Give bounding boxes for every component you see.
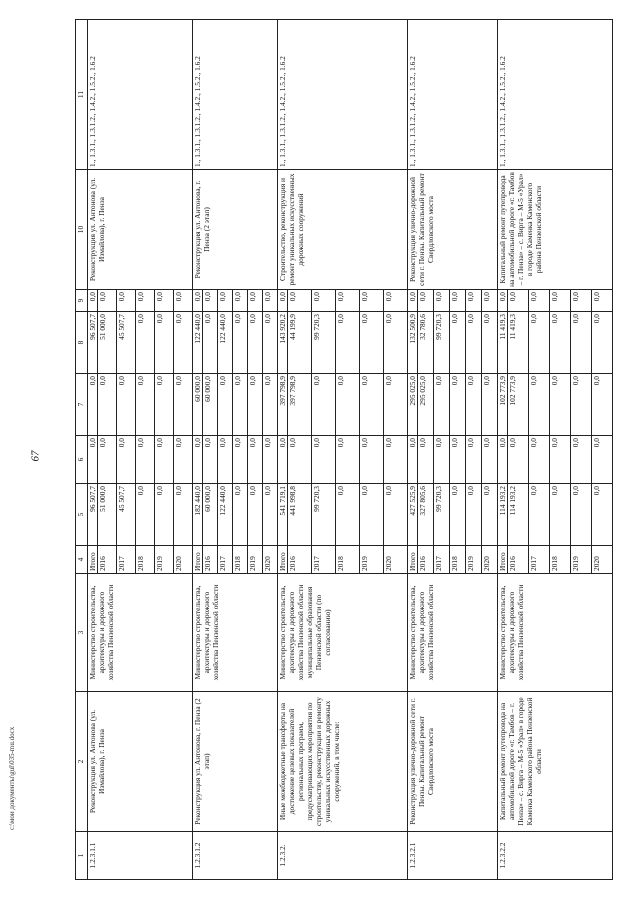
row-federal: 0,0 (571, 436, 592, 484)
row-federal: 0,0 (136, 436, 155, 484)
row-regional: 0,0 (312, 374, 336, 436)
table-row (278, 20, 288, 880)
row-other: 0,0 (193, 290, 203, 312)
table-row (88, 20, 98, 880)
row-federal: 0,0 (498, 436, 508, 484)
row-local: 99 720,3 (434, 312, 450, 374)
row-other: 0,0 (434, 290, 450, 312)
row-total: 0,0 (466, 484, 482, 546)
row-total: 0,0 (360, 484, 384, 546)
row-regional: 0,0 (550, 374, 571, 436)
row-total: 51 000,0 (98, 484, 117, 546)
row-local: 0,0 (529, 312, 550, 374)
row-regional: 102 773,9 (498, 374, 508, 436)
row-result: Строительство, реконструкция и ремонт уникальных искусственных дорожных сооружений (278, 170, 408, 290)
row-federal: 0,0 (248, 436, 263, 484)
row-federal: 0,0 (98, 436, 117, 484)
row-total: 327 805,6 (418, 484, 434, 546)
row-federal: 0,0 (288, 436, 312, 484)
row-total: 0,0 (174, 484, 193, 546)
table-row (408, 20, 418, 880)
row-other: 0,0 (233, 290, 248, 312)
row-regional: 0,0 (98, 374, 117, 436)
row-total: 0,0 (384, 484, 408, 546)
row-total: 122 440,0 (218, 484, 233, 546)
row-other: 0,0 (117, 290, 136, 312)
row-result: Реконструкция улично-дорожной сети г. Пензы. Капитальный ремонт Свердловского моста (408, 170, 498, 290)
row-local: 0,0 (466, 312, 482, 374)
row-local: 0,0 (336, 312, 360, 374)
row-total: 427 525,9 (408, 484, 418, 546)
row-federal: 0,0 (155, 436, 174, 484)
row-regional: 0,0 (384, 374, 408, 436)
row-refs: 1., 1.3.1., 1.3.1.2., 1.4.2., 1.5.2., 1.6.2 (88, 20, 193, 170)
row-federal: 0,0 (88, 436, 98, 484)
row-regional: 0,0 (360, 374, 384, 436)
row-name: Иные межбюджетные трансферты на достижение целевых показателей региональных программ, предусматривающих мероприятия по строительству, реконструкции и ремонту уникальных искусственных дорожных сооружений, в том числе: (278, 692, 408, 832)
row-other: 0,0 (498, 290, 508, 312)
row-total: 0,0 (550, 484, 571, 546)
row-total: 0,0 (592, 484, 613, 546)
row-other: 0,0 (88, 290, 98, 312)
row-local: 11 419,3 (508, 312, 529, 374)
row-year: 2019 (571, 546, 592, 574)
row-local: 122 440,0 (193, 312, 203, 374)
row-year: 2017 (218, 546, 233, 574)
row-name: Реконструкция улично-дорожной сети г. Пензы. Капитальный ремонт Свердловского моста (408, 692, 498, 832)
row-total: 0,0 (263, 484, 278, 546)
row-code: 1.2.3.1.2 (193, 832, 278, 880)
row-total: 114 193,2 (508, 484, 529, 546)
row-name: Реконструкция ул. Антонова, г. Пенза (2 этап) (193, 692, 278, 832)
row-year: 2017 (117, 546, 136, 574)
row-local: 122 440,0 (218, 312, 233, 374)
row-local: 0,0 (174, 312, 193, 374)
row-regional: 0,0 (434, 374, 450, 436)
row-year: 2020 (482, 546, 498, 574)
row-regional: 0,0 (248, 374, 263, 436)
row-federal: 0,0 (174, 436, 193, 484)
row-regional: 0,0 (263, 374, 278, 436)
row-other: 0,0 (312, 290, 336, 312)
row-total: 541 719,1 (278, 484, 288, 546)
row-year: 2018 (336, 546, 360, 574)
row-total: 114 193,2 (498, 484, 508, 546)
header-row (76, 20, 88, 880)
row-total: 0,0 (336, 484, 360, 546)
row-regional: 60 000,0 (193, 374, 203, 436)
page-number: 67 (29, 450, 42, 462)
row-regional: 0,0 (88, 374, 98, 436)
row-federal: 0,0 (233, 436, 248, 484)
row-year: 2016 (508, 546, 529, 574)
row-year: Итого (88, 546, 98, 574)
row-code: 1.2.3.2.2 (498, 832, 613, 880)
row-local: 0,0 (592, 312, 613, 374)
row-refs: 1., 1.3.1., 1.3.1.2., 1.4.2., 1.5.2., 1.6.2 (498, 20, 613, 170)
row-other: 0,0 (278, 290, 288, 312)
row-local: 51 000,0 (98, 312, 117, 374)
row-federal: 0,0 (592, 436, 613, 484)
row-other: 0,0 (155, 290, 174, 312)
row-total: 96 507,7 (88, 484, 98, 546)
row-regional: 295 025,0 (418, 374, 434, 436)
row-local: 32 780,6 (418, 312, 434, 374)
row-regional: 0,0 (155, 374, 174, 436)
row-year: 2016 (288, 546, 312, 574)
row-refs: 1., 1.3.1., 1.3.1.2., 1.4.2., 1.5.2., 1.6.2 (408, 20, 498, 170)
row-agency: Министерство строительства, архитектуры и дорожного хозяйства Пензенской области (408, 574, 498, 692)
row-total: 0,0 (136, 484, 155, 546)
rotated-table-wrapper (75, 20, 605, 880)
row-year: 2018 (136, 546, 155, 574)
row-name: Капитальный ремонт путепровода на автомобильной дороге «г. Тамбов – г. Пенза» – с. Вирга – М-5 «Урал» в городе Каменка Каменского района Пензенской области (498, 692, 613, 832)
row-code: 1.2.3.1.1 (88, 832, 193, 880)
row-year: 2017 (529, 546, 550, 574)
row-federal: 0,0 (418, 436, 434, 484)
row-regional: 102 773,9 (508, 374, 529, 436)
row-local: 0,0 (263, 312, 278, 374)
row-other: 0,0 (529, 290, 550, 312)
col-header: 10 (76, 170, 88, 290)
row-regional: 0,0 (466, 374, 482, 436)
row-federal: 0,0 (434, 436, 450, 484)
row-regional: 0,0 (571, 374, 592, 436)
row-regional: 397 798,9 (278, 374, 288, 436)
row-other: 0,0 (571, 290, 592, 312)
row-year: 2019 (466, 546, 482, 574)
col-header: 7 (76, 374, 88, 436)
row-year: Итого (278, 546, 288, 574)
row-agency: Министерство строительства, архитектуры и дорожного хозяйства Пензенской области (498, 574, 613, 692)
col-header: 8 (76, 312, 88, 374)
table-row (498, 20, 508, 880)
row-federal: 0,0 (193, 436, 203, 484)
row-other: 0,0 (248, 290, 263, 312)
row-other: 0,0 (482, 290, 498, 312)
row-agency: Министерство строительства, архитектуры и дорожного хозяйства Пензенской области (193, 574, 278, 692)
row-local: 0,0 (482, 312, 498, 374)
row-local: 99 720,3 (312, 312, 336, 374)
row-local: 0,0 (155, 312, 174, 374)
row-other: 0,0 (98, 290, 117, 312)
row-federal: 0,0 (408, 436, 418, 484)
row-total: 0,0 (450, 484, 466, 546)
row-local: 0,0 (233, 312, 248, 374)
row-regional: 0,0 (592, 374, 613, 436)
row-year: 2020 (174, 546, 193, 574)
row-total: 45 507,7 (117, 484, 136, 546)
row-name: Реконструкция ул. Антонова (ул. Измайлова), г. Пенза (88, 692, 193, 832)
col-header: 9 (76, 290, 88, 312)
row-year: Итого (193, 546, 203, 574)
row-other: 0,0 (592, 290, 613, 312)
col-header: 1 (76, 832, 88, 880)
row-other: 0,0 (263, 290, 278, 312)
row-other: 0,0 (466, 290, 482, 312)
row-total: 441 998,8 (288, 484, 312, 546)
row-year: Итого (498, 546, 508, 574)
row-federal: 0,0 (360, 436, 384, 484)
row-local: 132 500,9 (408, 312, 418, 374)
row-regional: 0,0 (482, 374, 498, 436)
row-code: 1.2.3.2. (278, 832, 408, 880)
row-agency: Министерство строительства, архитектуры и дорожного хозяйства Пензенской области (88, 574, 193, 692)
row-local: 0,0 (571, 312, 592, 374)
row-federal: 0,0 (312, 436, 336, 484)
row-federal: 0,0 (450, 436, 466, 484)
row-federal: 0,0 (218, 436, 233, 484)
file-path-footer: c:\мои документы\gul\035-mu.docx (8, 726, 16, 830)
row-other: 0,0 (203, 290, 218, 312)
row-year: 2020 (592, 546, 613, 574)
row-local: 0,0 (203, 312, 218, 374)
row-federal: 0,0 (482, 436, 498, 484)
row-federal: 0,0 (384, 436, 408, 484)
row-result: Реконструкция ул. Антонова, г. Пенза (2 этап) (193, 170, 278, 290)
budget-table (75, 19, 613, 880)
row-other: 0,0 (550, 290, 571, 312)
row-federal: 0,0 (278, 436, 288, 484)
row-local: 143 920,2 (278, 312, 288, 374)
row-federal: 0,0 (508, 436, 529, 484)
row-year: 2017 (434, 546, 450, 574)
row-local: 45 507,7 (117, 312, 136, 374)
row-total: 60 000,0 (203, 484, 218, 546)
row-year: 2016 (418, 546, 434, 574)
row-local: 44 199,9 (288, 312, 312, 374)
row-regional: 0,0 (136, 374, 155, 436)
row-year: 2018 (233, 546, 248, 574)
row-other: 0,0 (288, 290, 312, 312)
col-header: 11 (76, 20, 88, 170)
row-other: 0,0 (418, 290, 434, 312)
row-other: 0,0 (384, 290, 408, 312)
row-year: 2019 (360, 546, 384, 574)
row-regional: 0,0 (117, 374, 136, 436)
col-header: 2 (76, 692, 88, 832)
row-other: 0,0 (408, 290, 418, 312)
row-total: 0,0 (248, 484, 263, 546)
row-year: Итого (408, 546, 418, 574)
row-local: 96 507,7 (88, 312, 98, 374)
row-local: 0,0 (550, 312, 571, 374)
row-local: 11 419,3 (498, 312, 508, 374)
row-year: 2019 (155, 546, 174, 574)
row-result: Капитальный ремонт путепровода на автомобильной дороге «г. Тамбов – г. Пенза» – с. Вирга – М-5 «Урал» в городе Каменка Каменского района Пензенской области (498, 170, 613, 290)
row-local: 0,0 (360, 312, 384, 374)
row-year: 2018 (550, 546, 571, 574)
row-year: 2018 (450, 546, 466, 574)
row-total: 99 720,3 (312, 484, 336, 546)
row-total: 0,0 (155, 484, 174, 546)
row-code: 1.2.3.2.1 (408, 832, 498, 880)
row-local: 0,0 (384, 312, 408, 374)
row-other: 0,0 (174, 290, 193, 312)
row-total: 182 440,0 (193, 484, 203, 546)
row-federal: 0,0 (203, 436, 218, 484)
table-row (193, 20, 203, 880)
row-local: 0,0 (450, 312, 466, 374)
row-year: 2020 (384, 546, 408, 574)
row-federal: 0,0 (550, 436, 571, 484)
row-total: 0,0 (571, 484, 592, 546)
row-total: 0,0 (482, 484, 498, 546)
row-federal: 0,0 (117, 436, 136, 484)
row-regional: 60 000,0 (203, 374, 218, 436)
row-other: 0,0 (336, 290, 360, 312)
row-local: 0,0 (248, 312, 263, 374)
row-regional: 0,0 (233, 374, 248, 436)
col-header: 6 (76, 436, 88, 484)
row-federal: 0,0 (336, 436, 360, 484)
row-other: 0,0 (136, 290, 155, 312)
row-other: 0,0 (508, 290, 529, 312)
row-total: 0,0 (233, 484, 248, 546)
col-header: 4 (76, 546, 88, 574)
row-refs: 1., 1.3.1., 1.3.1.2., 1.4.2., 1.5.2., 1.6.2 (278, 20, 408, 170)
row-result: Реконструкция ул. Антонова (ул. Измайлова), г. Пенза (88, 170, 193, 290)
row-refs: 1., 1.3.1., 1.3.1.2., 1.4.2., 1.5.2., 1.6.2 (193, 20, 278, 170)
row-regional: 0,0 (450, 374, 466, 436)
row-other: 0,0 (360, 290, 384, 312)
row-agency: Министерство строительства, архитектуры и дорожного хозяйства Пензенской области муниципальные образования Пензенской области (по согласованию) (278, 574, 408, 692)
row-local: 0,0 (136, 312, 155, 374)
col-header: 5 (76, 484, 88, 546)
row-regional: 0,0 (529, 374, 550, 436)
row-federal: 0,0 (529, 436, 550, 484)
row-regional: 397 798,9 (288, 374, 312, 436)
row-regional: 0,0 (174, 374, 193, 436)
row-other: 0,0 (218, 290, 233, 312)
row-year: 2016 (98, 546, 117, 574)
row-regional: 295 025,0 (408, 374, 418, 436)
row-federal: 0,0 (466, 436, 482, 484)
row-total: 99 720,3 (434, 484, 450, 546)
row-year: 2016 (203, 546, 218, 574)
row-total: 0,0 (529, 484, 550, 546)
row-year: 2019 (248, 546, 263, 574)
row-year: 2017 (312, 546, 336, 574)
col-header: 3 (76, 574, 88, 692)
row-regional: 0,0 (336, 374, 360, 436)
row-regional: 0,0 (218, 374, 233, 436)
row-federal: 0,0 (263, 436, 278, 484)
row-other: 0,0 (450, 290, 466, 312)
row-year: 2020 (263, 546, 278, 574)
